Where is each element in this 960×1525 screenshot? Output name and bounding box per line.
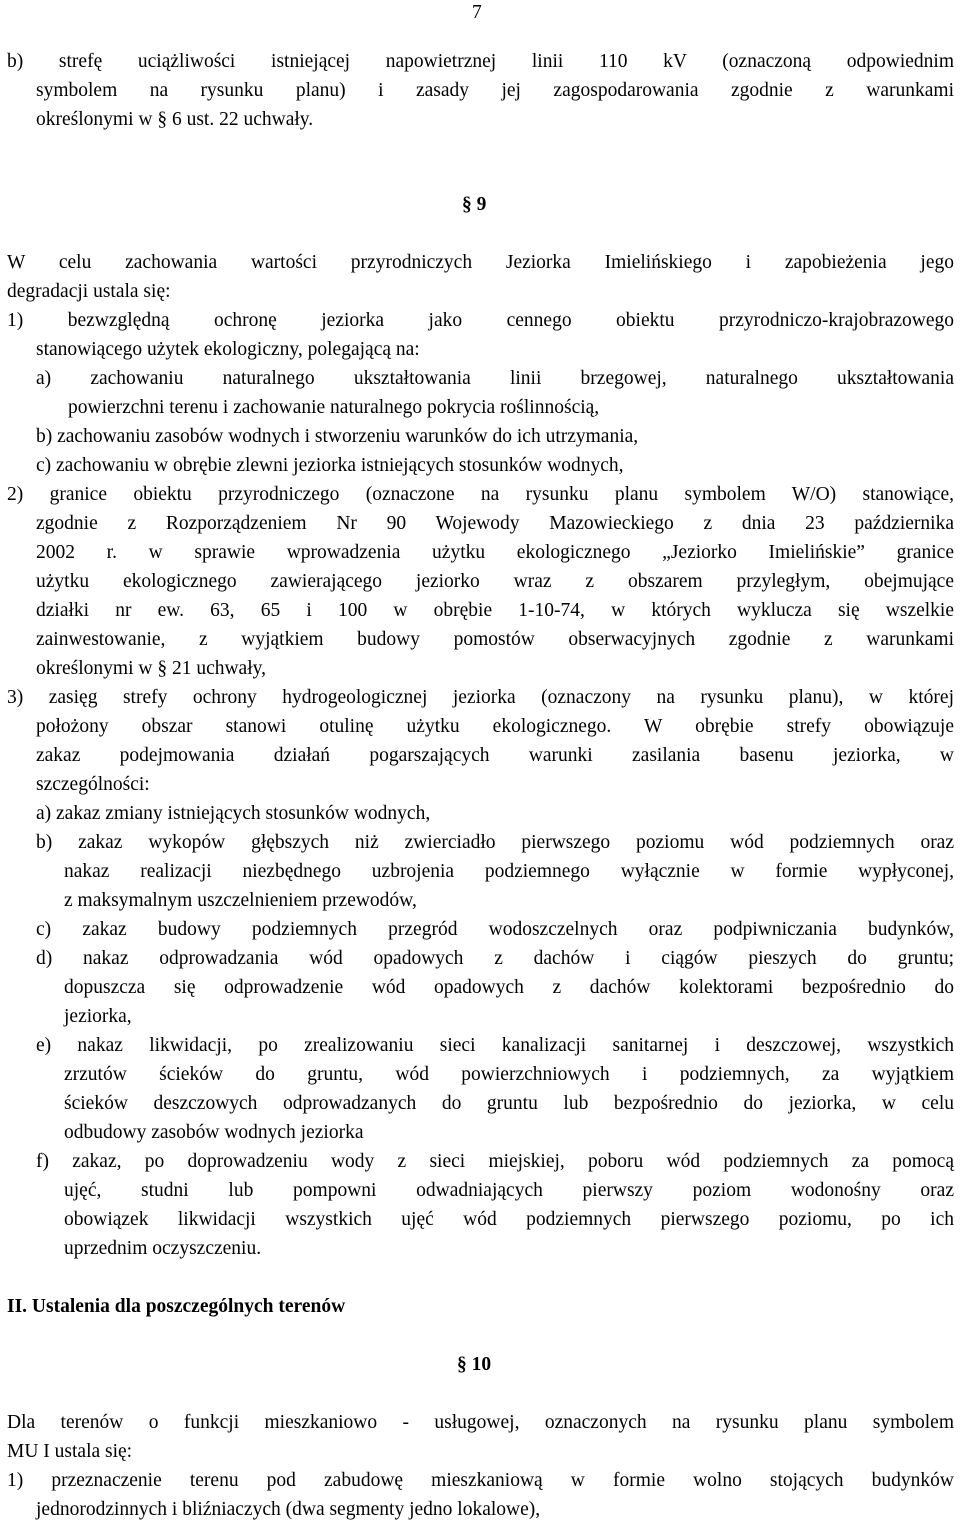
text-line: uprzednim oczyszczeniu. [64,1238,262,1259]
text-line: 1) bezwzględną ochronę jeziorka jako cennego obiektu przyrodniczo-krajobrazowego [7,310,954,331]
text-line: d) nakaz odprowadzania wód opadowych z dachów i ciągów pieszych do gruntu; [36,948,954,969]
text-line: a) zakaz zmiany istniejących stosunków wodnych, [36,803,431,824]
text-line: W celu zachowania wartości przyrodniczych Jeziorka Imielińskiego i zapobieżenia jego [7,252,954,273]
text-line: stanowiącego użytek ekologiczny, polegającą na: [36,339,420,360]
text-line: określonymi w § 21 uchwały, [36,658,266,679]
intro-line: określonymi w § 6 ust. 22 uchwały. [36,109,314,130]
page-number: 7 [472,2,482,23]
text-line: obowiązek likwidacji wszystkich ujęć wód podziemnych pierwszego poziomu, po ich [64,1209,954,1230]
text-line: zrzutów ścieków do gruntu, wód powierzchniowych i podziemnych, za wyjątkiem [64,1064,954,1085]
text-line: ścieków deszczowych odprowadzanych do gruntu lub bezpośrednio do jeziorka, w celu [64,1093,954,1114]
part-heading: II. Ustalenia dla poszczególnych terenów [7,1296,346,1317]
text-line: zainwestowanie, z wyjątkiem budowy pomostów obserwacyjnych zgodnie z warunkami [36,629,954,650]
text-line: szczególności: [36,774,150,795]
section-heading: § 10 [457,1354,492,1375]
text-line: 3) zasięg strefy ochrony hydrogeologicznej jeziorka (oznaczony na rysunku planu), w której [7,687,954,708]
text-line: b) zakaz wykopów głębszych niż zwierciadło pierwszego poziomu wód podziemnych oraz [36,832,954,853]
text-line: dopuszcza się odprowadzenie wód opadowych z dachów kolektorami bezpośrednio do [64,977,954,998]
text-line: MU I ustala się: [7,1441,133,1462]
text-line: położony obszar stanowi otulinę użytku ekologicznego. W obrębie strefy obowiązuje [36,716,954,737]
text-line: działki nr ew. 63, 65 i 100 w obrębie 1-10-74, w których wyklucza się wszelkie [36,600,954,621]
text-line: odbudowy zasobów wodnych jeziorka [64,1122,364,1143]
text-line: a) zachowaniu naturalnego ukształtowania linii brzegowej, naturalnego ukształtowania [36,368,954,389]
text-line: zakaz podejmowania działań pogarszających warunki zasilania basenu jeziorka, w [36,745,954,766]
text-line: zgodnie z Rozporządzeniem Nr 90 Wojewody Mazowieckiego z dnia 23 października [36,513,954,534]
text-line: ujęć, studni lub pompowni odwadniających pierwszy poziom wodonośny oraz [64,1180,954,1201]
text-line: 2) granice obiektu przyrodniczego (oznaczone na rysunku planu symbolem W/O) stanowiące, [7,484,954,505]
text-line: z maksymalnym uszczelnieniem przewodów, [64,890,417,911]
intro-line: symbolem na rysunku planu) i zasady jej zagospodarowania zgodnie z warunkami [36,80,954,101]
text-line: nakaz realizacji niezbędnego uzbrojenia podziemnego wyłącznie w formie wypłyconej, [64,861,954,882]
text-line: degradacji ustala się: [7,281,171,302]
intro-line: b) strefę uciążliwości istniejącej napowietrznej linii 110 kV (oznaczoną odpowiednim [7,51,954,72]
text-line: powierzchni terenu i zachowanie naturalnego pokrycia roślinnością, [68,397,600,418]
text-line: 1) przeznaczenie terenu pod zabudowę mieszkaniową w formie wolno stojących budynków [7,1470,954,1491]
section-heading: § 9 [462,194,487,215]
text-line: jednorodzinnych i bliźniaczych (dwa segmenty jedno lokalowe), [36,1499,541,1520]
text-line: Dla terenów o funkcji mieszkaniowo - usługowej, oznaczonych na rysunku planu symbolem [7,1412,954,1433]
text-line: b) zachowaniu zasobów wodnych i stworzeniu warunków do ich utrzymania, [36,426,639,447]
text-line: 2002 r. w sprawie wprowadzenia użytku ekologicznego „Jeziorko Imielińskie” granice [36,542,954,563]
text-line: c) zakaz budowy podziemnych przegród wodoszczelnych oraz podpiwniczania budynków, [36,919,954,940]
text-line: c) zachowaniu w obrębie zlewni jeziorka istniejących stosunków wodnych, [36,455,624,476]
text-line: jeziorka, [64,1006,132,1027]
text-line: e) nakaz likwidacji, po zrealizowaniu sieci kanalizacji sanitarnej i deszczowej, wszystkich [36,1035,954,1056]
text-line: użytku ekologicznego zawierającego jeziorko wraz z obszarem przyległym, obejmujące [36,571,954,592]
text-line: f) zakaz, po doprowadzeniu wody z sieci miejskiej, poboru wód podziemnych za pomocą [36,1151,954,1172]
